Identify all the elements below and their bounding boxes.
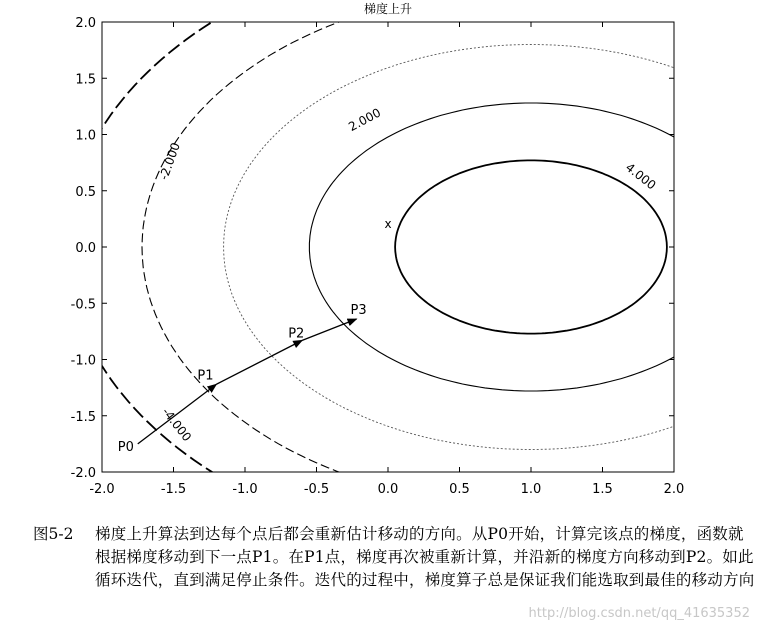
x-tick-label: -0.5 bbox=[303, 482, 330, 497]
contour-labels bbox=[157, 105, 659, 444]
x-tick-label: -1.5 bbox=[160, 482, 187, 497]
y-tick-label: 2.0 bbox=[75, 16, 96, 31]
x-tick-label: 1.0 bbox=[520, 482, 542, 497]
contour-level-4 bbox=[395, 160, 667, 333]
x-tick-label: 0.0 bbox=[377, 482, 399, 497]
y-tick-label: -1.0 bbox=[70, 353, 96, 369]
path-point-label: P1 bbox=[197, 368, 214, 384]
path-arrow bbox=[302, 319, 356, 340]
x-tick-label: 1.5 bbox=[592, 482, 613, 497]
x-tick-label: 0.5 bbox=[449, 482, 470, 497]
y-tick-label: 1.5 bbox=[75, 72, 96, 88]
contour-lines bbox=[66, 0, 760, 520]
path-arrow bbox=[216, 340, 302, 384]
x-tick-label: -2.0 bbox=[89, 482, 115, 497]
figure-number: 图5-2 bbox=[33, 525, 74, 543]
contour-level-2 bbox=[309, 103, 752, 391]
path-point-label: P2 bbox=[288, 326, 305, 342]
x-tick-label: 2.0 bbox=[663, 482, 685, 497]
y-tick-label: -2.0 bbox=[70, 466, 96, 481]
plot-frame bbox=[102, 22, 674, 472]
y-tick-label: 1.0 bbox=[75, 128, 96, 144]
contour-label: -4.000 bbox=[159, 404, 195, 445]
watermark: http://blog.csdn.net/qq_41635352 bbox=[528, 606, 750, 621]
contour-label: 4.000 bbox=[622, 160, 659, 193]
gradient-path bbox=[118, 303, 367, 455]
contour-level-minus-4 bbox=[66, 0, 760, 520]
y-tick-label: -1.5 bbox=[70, 409, 96, 425]
y-tick-label: -0.5 bbox=[70, 297, 96, 313]
caption-text: 梯度上升算法到达每个点后都会重新估计移动的方向。从P0开始，计算完该点的梯度，函数就根据梯度移动到下一点P1。在P1点，梯度再次被重新计算，并沿新的梯度方向移动到P2。如此循环迭代，直到满足停止条件。迭代的过程中，梯度算子总是保证我们能选取到最佳的移动方向 bbox=[95, 525, 755, 589]
chart-title: 梯度上升 bbox=[363, 2, 413, 16]
path-point-label: P0 bbox=[117, 439, 134, 455]
x-axis-label: x bbox=[384, 217, 392, 231]
path-point-label: P3 bbox=[350, 303, 367, 318]
x-tick-label: -1.0 bbox=[232, 482, 258, 497]
y-tick-label: 0.0 bbox=[75, 241, 96, 256]
y-tick-label: 0.5 bbox=[75, 184, 96, 200]
contour-label: -2.000 bbox=[156, 140, 183, 182]
contour-label: 2.000 bbox=[346, 105, 384, 134]
